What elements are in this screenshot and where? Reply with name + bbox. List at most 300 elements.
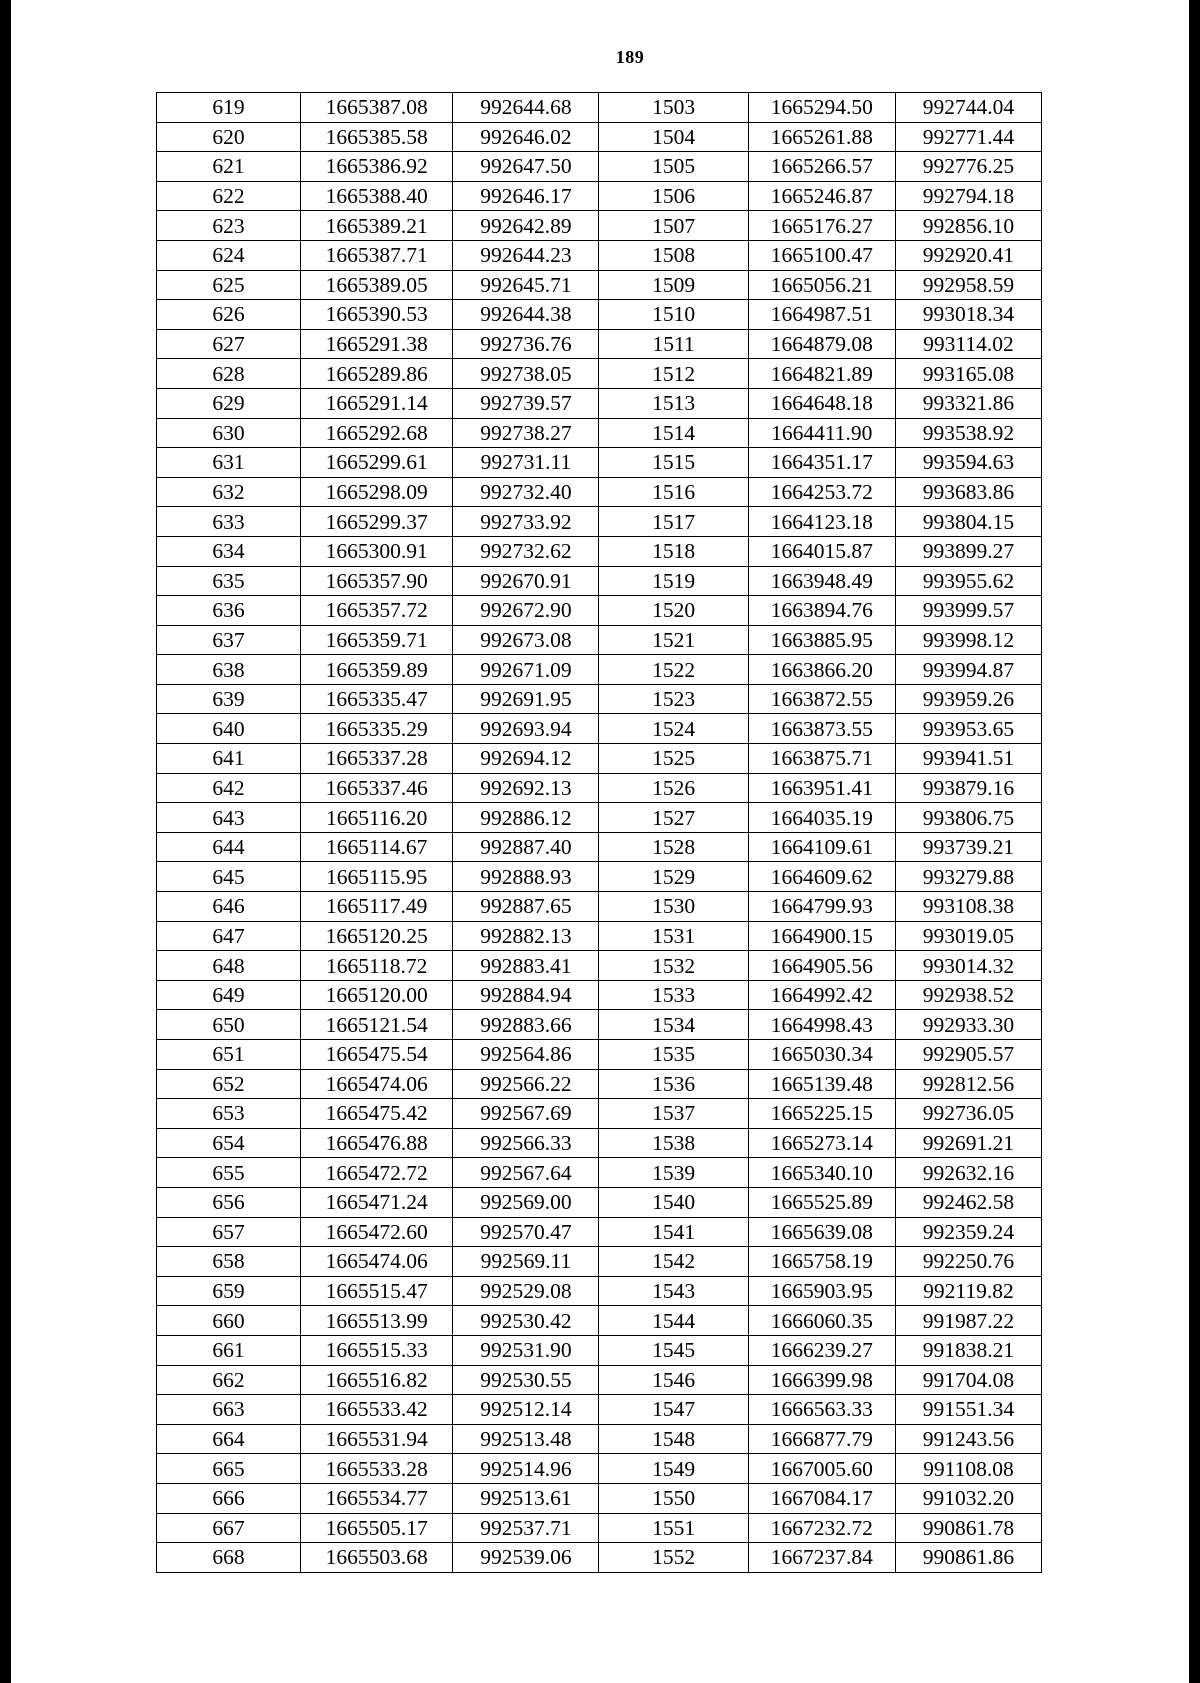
table-row bbox=[157, 448, 1042, 478]
point-number-cell: 652 bbox=[157, 1069, 301, 1099]
x-coordinate-cell: 1664905.56 bbox=[748, 951, 895, 981]
point-number-cell: 1548 bbox=[599, 1424, 748, 1454]
point-number-cell: 1503 bbox=[599, 93, 748, 123]
y-coordinate-cell: 993959.26 bbox=[895, 684, 1041, 714]
x-coordinate-cell: 1665335.29 bbox=[301, 714, 453, 744]
x-coordinate-cell: 1665100.47 bbox=[748, 240, 895, 270]
table-row bbox=[157, 93, 1042, 123]
point-number-cell: 1552 bbox=[599, 1543, 748, 1573]
table-row bbox=[157, 536, 1042, 566]
y-coordinate-cell: 991032.20 bbox=[895, 1483, 1041, 1513]
x-coordinate-cell: 1665386.92 bbox=[301, 152, 453, 182]
y-coordinate-cell: 992514.96 bbox=[453, 1454, 599, 1484]
x-coordinate-cell: 1665139.48 bbox=[748, 1069, 895, 1099]
x-coordinate-cell: 1665118.72 bbox=[301, 951, 453, 981]
point-number-cell: 640 bbox=[157, 714, 301, 744]
y-coordinate-cell: 992691.21 bbox=[895, 1128, 1041, 1158]
y-coordinate-cell: 992933.30 bbox=[895, 1010, 1041, 1040]
table-row bbox=[157, 1158, 1042, 1188]
point-number-cell: 621 bbox=[157, 152, 301, 182]
x-coordinate-cell: 1664351.17 bbox=[748, 448, 895, 478]
table-row bbox=[157, 388, 1042, 418]
point-number-cell: 661 bbox=[157, 1335, 301, 1365]
y-coordinate-cell: 992736.05 bbox=[895, 1099, 1041, 1129]
y-coordinate-cell: 992958.59 bbox=[895, 270, 1041, 300]
x-coordinate-cell: 1665472.60 bbox=[301, 1217, 453, 1247]
y-coordinate-cell: 992530.42 bbox=[453, 1306, 599, 1336]
x-coordinate-cell: 1664253.72 bbox=[748, 477, 895, 507]
point-number-cell: 1527 bbox=[599, 803, 748, 833]
point-number-cell: 1541 bbox=[599, 1217, 748, 1247]
y-coordinate-cell: 993739.21 bbox=[895, 832, 1041, 862]
y-coordinate-cell: 992566.33 bbox=[453, 1128, 599, 1158]
y-coordinate-cell: 992887.65 bbox=[453, 892, 599, 922]
point-number-cell: 650 bbox=[157, 1010, 301, 1040]
table-row bbox=[157, 359, 1042, 389]
point-number-cell: 1542 bbox=[599, 1247, 748, 1277]
x-coordinate-cell: 1665525.89 bbox=[748, 1187, 895, 1217]
y-coordinate-cell: 992744.04 bbox=[895, 93, 1041, 123]
point-number-cell: 629 bbox=[157, 388, 301, 418]
point-number-cell: 623 bbox=[157, 211, 301, 241]
y-coordinate-cell: 993594.63 bbox=[895, 448, 1041, 478]
y-coordinate-cell: 992671.09 bbox=[453, 655, 599, 685]
point-number-cell: 1537 bbox=[599, 1099, 748, 1129]
x-coordinate-cell: 1666060.35 bbox=[748, 1306, 895, 1336]
table-row bbox=[157, 152, 1042, 182]
x-coordinate-cell: 1665117.49 bbox=[301, 892, 453, 922]
point-number-cell: 1512 bbox=[599, 359, 748, 389]
table-row bbox=[157, 1365, 1042, 1395]
x-coordinate-cell: 1665475.54 bbox=[301, 1040, 453, 1070]
x-coordinate-cell: 1665357.72 bbox=[301, 596, 453, 626]
y-coordinate-cell: 992694.12 bbox=[453, 744, 599, 774]
x-coordinate-cell: 1665516.82 bbox=[301, 1365, 453, 1395]
y-coordinate-cell: 993018.34 bbox=[895, 300, 1041, 330]
y-coordinate-cell: 992733.92 bbox=[453, 507, 599, 537]
table-row bbox=[157, 1483, 1042, 1513]
point-number-cell: 620 bbox=[157, 122, 301, 152]
x-coordinate-cell: 1665534.77 bbox=[301, 1483, 453, 1513]
point-number-cell: 1519 bbox=[599, 566, 748, 596]
x-coordinate-cell: 1665388.40 bbox=[301, 181, 453, 211]
y-coordinate-cell: 993683.86 bbox=[895, 477, 1041, 507]
x-coordinate-cell: 1665471.24 bbox=[301, 1187, 453, 1217]
point-number-cell: 667 bbox=[157, 1513, 301, 1543]
y-coordinate-cell: 993279.88 bbox=[895, 862, 1041, 892]
x-coordinate-cell: 1667005.60 bbox=[748, 1454, 895, 1484]
y-coordinate-cell: 992920.41 bbox=[895, 240, 1041, 270]
x-coordinate-cell: 1664411.90 bbox=[748, 418, 895, 448]
x-coordinate-cell: 1665261.88 bbox=[748, 122, 895, 152]
coordinates-table-body bbox=[157, 93, 1042, 1573]
x-coordinate-cell: 1663866.20 bbox=[748, 655, 895, 685]
y-coordinate-cell: 992731.11 bbox=[453, 448, 599, 478]
x-coordinate-cell: 1665289.86 bbox=[301, 359, 453, 389]
x-coordinate-cell: 1665121.54 bbox=[301, 1010, 453, 1040]
x-coordinate-cell: 1665390.53 bbox=[301, 300, 453, 330]
x-coordinate-cell: 1665300.91 bbox=[301, 536, 453, 566]
x-coordinate-cell: 1664609.62 bbox=[748, 862, 895, 892]
x-coordinate-cell: 1665273.14 bbox=[748, 1128, 895, 1158]
table-row bbox=[157, 1040, 1042, 1070]
x-coordinate-cell: 1665114.67 bbox=[301, 832, 453, 862]
y-coordinate-cell: 992531.90 bbox=[453, 1335, 599, 1365]
y-coordinate-cell: 992736.76 bbox=[453, 329, 599, 359]
x-coordinate-cell: 1663948.49 bbox=[748, 566, 895, 596]
table-row bbox=[157, 744, 1042, 774]
x-coordinate-cell: 1665475.42 bbox=[301, 1099, 453, 1129]
point-number-cell: 665 bbox=[157, 1454, 301, 1484]
y-coordinate-cell: 992776.25 bbox=[895, 152, 1041, 182]
point-number-cell: 1521 bbox=[599, 625, 748, 655]
table-row bbox=[157, 1306, 1042, 1336]
point-number-cell: 649 bbox=[157, 980, 301, 1010]
point-number-cell: 1528 bbox=[599, 832, 748, 862]
table-row bbox=[157, 980, 1042, 1010]
table-row bbox=[157, 625, 1042, 655]
y-coordinate-cell: 992884.94 bbox=[453, 980, 599, 1010]
point-number-cell: 660 bbox=[157, 1306, 301, 1336]
y-coordinate-cell: 992732.62 bbox=[453, 536, 599, 566]
scan-edge-left bbox=[0, 0, 11, 1683]
x-coordinate-cell: 1665292.68 bbox=[301, 418, 453, 448]
x-coordinate-cell: 1665903.95 bbox=[748, 1276, 895, 1306]
x-coordinate-cell: 1665298.09 bbox=[301, 477, 453, 507]
point-number-cell: 651 bbox=[157, 1040, 301, 1070]
point-number-cell: 1516 bbox=[599, 477, 748, 507]
x-coordinate-cell: 1664015.87 bbox=[748, 536, 895, 566]
point-number-cell: 638 bbox=[157, 655, 301, 685]
point-number-cell: 1538 bbox=[599, 1128, 748, 1158]
point-number-cell: 1534 bbox=[599, 1010, 748, 1040]
y-coordinate-cell: 992886.12 bbox=[453, 803, 599, 833]
x-coordinate-cell: 1665116.20 bbox=[301, 803, 453, 833]
y-coordinate-cell: 992567.69 bbox=[453, 1099, 599, 1129]
table-row bbox=[157, 1335, 1042, 1365]
x-coordinate-cell: 1664123.18 bbox=[748, 507, 895, 537]
point-number-cell: 1545 bbox=[599, 1335, 748, 1365]
point-number-cell: 1522 bbox=[599, 655, 748, 685]
table-row bbox=[157, 1513, 1042, 1543]
table-row bbox=[157, 951, 1042, 981]
point-number-cell: 641 bbox=[157, 744, 301, 774]
point-number-cell: 663 bbox=[157, 1395, 301, 1425]
x-coordinate-cell: 1665337.46 bbox=[301, 773, 453, 803]
y-coordinate-cell: 992569.00 bbox=[453, 1187, 599, 1217]
x-coordinate-cell: 1665359.71 bbox=[301, 625, 453, 655]
y-coordinate-cell: 992905.57 bbox=[895, 1040, 1041, 1070]
x-coordinate-cell: 1665472.72 bbox=[301, 1158, 453, 1188]
table-row bbox=[157, 477, 1042, 507]
point-number-cell: 666 bbox=[157, 1483, 301, 1513]
point-number-cell: 662 bbox=[157, 1365, 301, 1395]
y-coordinate-cell: 993941.51 bbox=[895, 744, 1041, 774]
point-number-cell: 619 bbox=[157, 93, 301, 123]
x-coordinate-cell: 1663872.55 bbox=[748, 684, 895, 714]
x-coordinate-cell: 1664879.08 bbox=[748, 329, 895, 359]
x-coordinate-cell: 1665359.89 bbox=[301, 655, 453, 685]
point-number-cell: 1550 bbox=[599, 1483, 748, 1513]
point-number-cell: 1506 bbox=[599, 181, 748, 211]
y-coordinate-cell: 992738.27 bbox=[453, 418, 599, 448]
x-coordinate-cell: 1665503.68 bbox=[301, 1543, 453, 1573]
table-row bbox=[157, 1395, 1042, 1425]
point-number-cell: 625 bbox=[157, 270, 301, 300]
x-coordinate-cell: 1665474.06 bbox=[301, 1247, 453, 1277]
point-number-cell: 1530 bbox=[599, 892, 748, 922]
y-coordinate-cell: 992567.64 bbox=[453, 1158, 599, 1188]
point-number-cell: 1508 bbox=[599, 240, 748, 270]
y-coordinate-cell: 993804.15 bbox=[895, 507, 1041, 537]
table-row bbox=[157, 329, 1042, 359]
y-coordinate-cell: 992883.41 bbox=[453, 951, 599, 981]
point-number-cell: 1540 bbox=[599, 1187, 748, 1217]
point-number-cell: 1531 bbox=[599, 921, 748, 951]
y-coordinate-cell: 992529.08 bbox=[453, 1276, 599, 1306]
point-number-cell: 633 bbox=[157, 507, 301, 537]
y-coordinate-cell: 992672.90 bbox=[453, 596, 599, 626]
table-row bbox=[157, 507, 1042, 537]
table-row bbox=[157, 181, 1042, 211]
y-coordinate-cell: 991987.22 bbox=[895, 1306, 1041, 1336]
y-coordinate-cell: 993955.62 bbox=[895, 566, 1041, 596]
y-coordinate-cell: 992888.93 bbox=[453, 862, 599, 892]
table-row bbox=[157, 240, 1042, 270]
point-number-cell: 642 bbox=[157, 773, 301, 803]
table-row bbox=[157, 1276, 1042, 1306]
y-coordinate-cell: 992883.66 bbox=[453, 1010, 599, 1040]
point-number-cell: 654 bbox=[157, 1128, 301, 1158]
y-coordinate-cell: 993114.02 bbox=[895, 329, 1041, 359]
point-number-cell: 1525 bbox=[599, 744, 748, 774]
point-number-cell: 622 bbox=[157, 181, 301, 211]
table-row bbox=[157, 270, 1042, 300]
table-row bbox=[157, 655, 1042, 685]
point-number-cell: 656 bbox=[157, 1187, 301, 1217]
y-coordinate-cell: 992513.48 bbox=[453, 1424, 599, 1454]
y-coordinate-cell: 992644.23 bbox=[453, 240, 599, 270]
x-coordinate-cell: 1665357.90 bbox=[301, 566, 453, 596]
y-coordinate-cell: 992569.11 bbox=[453, 1247, 599, 1277]
table-row bbox=[157, 714, 1042, 744]
table-row bbox=[157, 596, 1042, 626]
y-coordinate-cell: 992119.82 bbox=[895, 1276, 1041, 1306]
y-coordinate-cell: 992570.47 bbox=[453, 1217, 599, 1247]
y-coordinate-cell: 992938.52 bbox=[895, 980, 1041, 1010]
table-row bbox=[157, 1187, 1042, 1217]
x-coordinate-cell: 1665294.50 bbox=[748, 93, 895, 123]
point-number-cell: 1532 bbox=[599, 951, 748, 981]
table-row bbox=[157, 1128, 1042, 1158]
point-number-cell: 1546 bbox=[599, 1365, 748, 1395]
point-number-cell: 1509 bbox=[599, 270, 748, 300]
table-row bbox=[157, 1247, 1042, 1277]
point-number-cell: 647 bbox=[157, 921, 301, 951]
y-coordinate-cell: 992250.76 bbox=[895, 1247, 1041, 1277]
y-coordinate-cell: 990861.86 bbox=[895, 1543, 1041, 1573]
point-number-cell: 1551 bbox=[599, 1513, 748, 1543]
point-number-cell: 1526 bbox=[599, 773, 748, 803]
y-coordinate-cell: 992739.57 bbox=[453, 388, 599, 418]
point-number-cell: 634 bbox=[157, 536, 301, 566]
x-coordinate-cell: 1666399.98 bbox=[748, 1365, 895, 1395]
y-coordinate-cell: 992646.02 bbox=[453, 122, 599, 152]
x-coordinate-cell: 1665115.95 bbox=[301, 862, 453, 892]
x-coordinate-cell: 1664998.43 bbox=[748, 1010, 895, 1040]
point-number-cell: 631 bbox=[157, 448, 301, 478]
point-number-cell: 1505 bbox=[599, 152, 748, 182]
x-coordinate-cell: 1665387.71 bbox=[301, 240, 453, 270]
point-number-cell: 1517 bbox=[599, 507, 748, 537]
y-coordinate-cell: 993165.08 bbox=[895, 359, 1041, 389]
y-coordinate-cell: 991838.21 bbox=[895, 1335, 1041, 1365]
x-coordinate-cell: 1665533.28 bbox=[301, 1454, 453, 1484]
point-number-cell: 1544 bbox=[599, 1306, 748, 1336]
point-number-cell: 1504 bbox=[599, 122, 748, 152]
y-coordinate-cell: 992794.18 bbox=[895, 181, 1041, 211]
table-row bbox=[157, 418, 1042, 448]
y-coordinate-cell: 992644.68 bbox=[453, 93, 599, 123]
y-coordinate-cell: 993879.16 bbox=[895, 773, 1041, 803]
point-number-cell: 1524 bbox=[599, 714, 748, 744]
table-row bbox=[157, 1424, 1042, 1454]
x-coordinate-cell: 1665266.57 bbox=[748, 152, 895, 182]
x-coordinate-cell: 1665389.21 bbox=[301, 211, 453, 241]
x-coordinate-cell: 1664900.15 bbox=[748, 921, 895, 951]
table-row bbox=[157, 684, 1042, 714]
x-coordinate-cell: 1665291.38 bbox=[301, 329, 453, 359]
y-coordinate-cell: 992564.86 bbox=[453, 1040, 599, 1070]
table-row bbox=[157, 300, 1042, 330]
y-coordinate-cell: 993108.38 bbox=[895, 892, 1041, 922]
y-coordinate-cell: 992642.89 bbox=[453, 211, 599, 241]
point-number-cell: 1547 bbox=[599, 1395, 748, 1425]
x-coordinate-cell: 1663875.71 bbox=[748, 744, 895, 774]
y-coordinate-cell: 992513.61 bbox=[453, 1483, 599, 1513]
table-row bbox=[157, 1099, 1042, 1129]
x-coordinate-cell: 1665474.06 bbox=[301, 1069, 453, 1099]
y-coordinate-cell: 992692.13 bbox=[453, 773, 599, 803]
point-number-cell: 630 bbox=[157, 418, 301, 448]
y-coordinate-cell: 991551.34 bbox=[895, 1395, 1041, 1425]
x-coordinate-cell: 1664035.19 bbox=[748, 803, 895, 833]
point-number-cell: 646 bbox=[157, 892, 301, 922]
table-row bbox=[157, 566, 1042, 596]
x-coordinate-cell: 1664799.93 bbox=[748, 892, 895, 922]
y-coordinate-cell: 992856.10 bbox=[895, 211, 1041, 241]
x-coordinate-cell: 1666239.27 bbox=[748, 1335, 895, 1365]
page-number: 189 bbox=[615, 47, 645, 67]
x-coordinate-cell: 1665515.33 bbox=[301, 1335, 453, 1365]
table-row bbox=[157, 892, 1042, 922]
x-coordinate-cell: 1665120.00 bbox=[301, 980, 453, 1010]
point-number-cell: 668 bbox=[157, 1543, 301, 1573]
point-number-cell: 1514 bbox=[599, 418, 748, 448]
table-row bbox=[157, 1010, 1042, 1040]
x-coordinate-cell: 1666877.79 bbox=[748, 1424, 895, 1454]
x-coordinate-cell: 1665335.47 bbox=[301, 684, 453, 714]
y-coordinate-cell: 993899.27 bbox=[895, 536, 1041, 566]
x-coordinate-cell: 1664821.89 bbox=[748, 359, 895, 389]
y-coordinate-cell: 992512.14 bbox=[453, 1395, 599, 1425]
y-coordinate-cell: 992530.55 bbox=[453, 1365, 599, 1395]
y-coordinate-cell: 992882.13 bbox=[453, 921, 599, 951]
table-row bbox=[157, 803, 1042, 833]
y-coordinate-cell: 992670.91 bbox=[453, 566, 599, 596]
y-coordinate-cell: 992771.44 bbox=[895, 122, 1041, 152]
point-number-cell: 657 bbox=[157, 1217, 301, 1247]
y-coordinate-cell: 993019.05 bbox=[895, 921, 1041, 951]
x-coordinate-cell: 1667232.72 bbox=[748, 1513, 895, 1543]
table-row bbox=[157, 122, 1042, 152]
y-coordinate-cell: 993994.87 bbox=[895, 655, 1041, 685]
point-number-cell: 643 bbox=[157, 803, 301, 833]
point-number-cell: 1507 bbox=[599, 211, 748, 241]
table-row bbox=[157, 1217, 1042, 1247]
table-row bbox=[157, 1069, 1042, 1099]
y-coordinate-cell: 992462.58 bbox=[895, 1187, 1041, 1217]
point-number-cell: 1539 bbox=[599, 1158, 748, 1188]
point-number-cell: 637 bbox=[157, 625, 301, 655]
y-coordinate-cell: 993014.32 bbox=[895, 951, 1041, 981]
x-coordinate-cell: 1665120.25 bbox=[301, 921, 453, 951]
table-row bbox=[157, 773, 1042, 803]
table-row bbox=[157, 211, 1042, 241]
x-coordinate-cell: 1667084.17 bbox=[748, 1483, 895, 1513]
y-coordinate-cell: 992566.22 bbox=[453, 1069, 599, 1099]
y-coordinate-cell: 992812.56 bbox=[895, 1069, 1041, 1099]
point-number-cell: 1513 bbox=[599, 388, 748, 418]
point-number-cell: 653 bbox=[157, 1099, 301, 1129]
point-number-cell: 1518 bbox=[599, 536, 748, 566]
point-number-cell: 1515 bbox=[599, 448, 748, 478]
x-coordinate-cell: 1665533.42 bbox=[301, 1395, 453, 1425]
x-coordinate-cell: 1664648.18 bbox=[748, 388, 895, 418]
x-coordinate-cell: 1665513.99 bbox=[301, 1306, 453, 1336]
y-coordinate-cell: 992537.71 bbox=[453, 1513, 599, 1543]
point-number-cell: 1535 bbox=[599, 1040, 748, 1070]
point-number-cell: 1536 bbox=[599, 1069, 748, 1099]
point-number-cell: 628 bbox=[157, 359, 301, 389]
x-coordinate-cell: 1665176.27 bbox=[748, 211, 895, 241]
point-number-cell: 659 bbox=[157, 1276, 301, 1306]
point-number-cell: 635 bbox=[157, 566, 301, 596]
y-coordinate-cell: 992732.40 bbox=[453, 477, 599, 507]
point-number-cell: 644 bbox=[157, 832, 301, 862]
x-coordinate-cell: 1665476.88 bbox=[301, 1128, 453, 1158]
x-coordinate-cell: 1665389.05 bbox=[301, 270, 453, 300]
y-coordinate-cell: 992632.16 bbox=[895, 1158, 1041, 1188]
table-row bbox=[157, 862, 1042, 892]
point-number-cell: 1511 bbox=[599, 329, 748, 359]
y-coordinate-cell: 992738.05 bbox=[453, 359, 599, 389]
x-coordinate-cell: 1663951.41 bbox=[748, 773, 895, 803]
y-coordinate-cell: 992693.94 bbox=[453, 714, 599, 744]
point-number-cell: 632 bbox=[157, 477, 301, 507]
x-coordinate-cell: 1665056.21 bbox=[748, 270, 895, 300]
point-number-cell: 1543 bbox=[599, 1276, 748, 1306]
point-number-cell: 636 bbox=[157, 596, 301, 626]
x-coordinate-cell: 1665515.47 bbox=[301, 1276, 453, 1306]
point-number-cell: 639 bbox=[157, 684, 301, 714]
point-number-cell: 1529 bbox=[599, 862, 748, 892]
y-coordinate-cell: 993998.12 bbox=[895, 625, 1041, 655]
x-coordinate-cell: 1667237.84 bbox=[748, 1543, 895, 1573]
point-number-cell: 664 bbox=[157, 1424, 301, 1454]
point-number-cell: 648 bbox=[157, 951, 301, 981]
point-number-cell: 1549 bbox=[599, 1454, 748, 1484]
